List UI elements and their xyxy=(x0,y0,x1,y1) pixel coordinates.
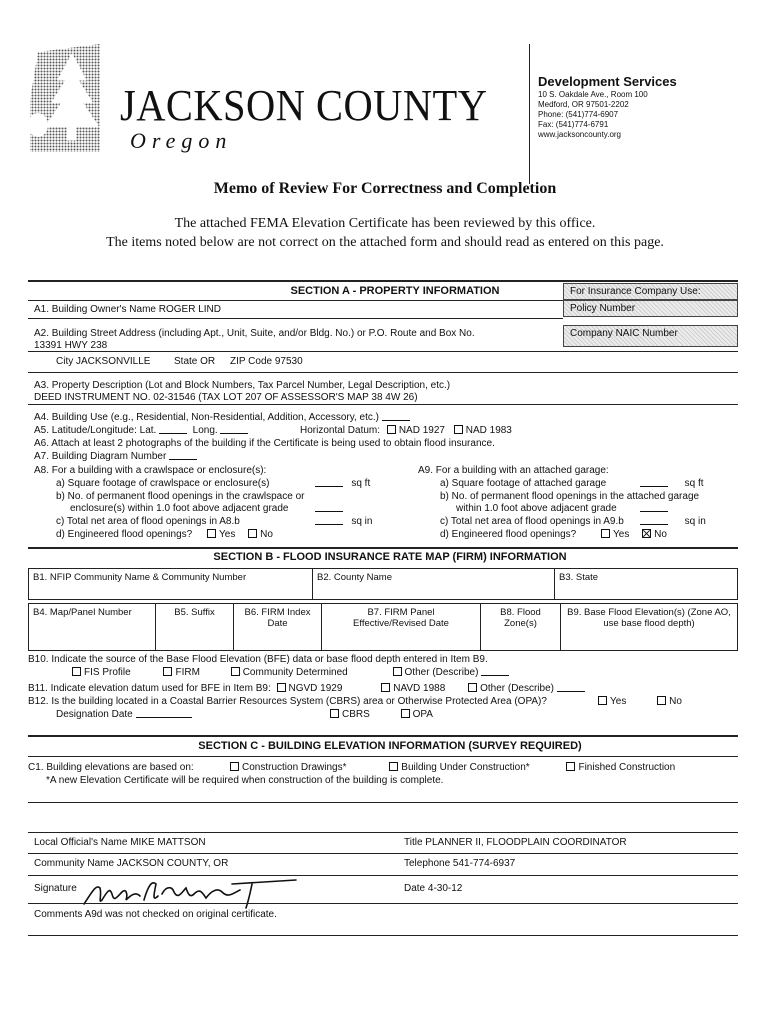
b10-other-label: Other (Describe) xyxy=(404,667,479,678)
a8c-unit: sq in xyxy=(351,516,373,527)
c1-note: *A new Elevation Certificate will be required when construction of the building is complete. xyxy=(46,775,444,786)
finished-construction-label: Finished Construction xyxy=(578,762,676,773)
section-b-title: SECTION B - FLOOD INSURANCE RATE MAP (FIRM) INFORMATION xyxy=(213,551,567,563)
a9b-blank[interactable] xyxy=(640,503,668,512)
dept-address-1: 10 S. Oakdale Ave., Room 100 xyxy=(538,90,648,99)
a3-description-value: DEED INSTRUMENT NO. 02-31546 (TAX LOT 207 OF ASSESSOR'S MAP 38 4W 26) xyxy=(34,392,418,403)
c1-label: C1. Building elevations are based on: xyxy=(28,762,194,773)
state-name: Oregon xyxy=(130,128,233,153)
a9c-field[interactable] xyxy=(640,516,706,527)
a8c-field[interactable] xyxy=(315,516,372,527)
signature-label: Signature xyxy=(34,883,77,894)
dept-name: Development Services xyxy=(538,74,677,89)
a7-label: A7. Building Diagram Number xyxy=(34,451,167,462)
community-determined-checkbox[interactable] xyxy=(231,667,240,676)
rule xyxy=(28,853,738,854)
firm-label: FIRM xyxy=(175,667,200,678)
b6-cell[interactable]: B6. FIRM Index Date xyxy=(233,603,322,651)
policy-number-field[interactable]: Policy Number xyxy=(563,300,738,317)
a8a-label: a) Square footage of crawlspace or enclosure(s) xyxy=(56,478,270,489)
community-name: Community Name JACKSON COUNTY, OR xyxy=(34,858,229,869)
community-determined-label: Community Determined xyxy=(242,667,348,678)
a8d-no-checkbox[interactable] xyxy=(248,529,257,538)
section-c-title: SECTION C - BUILDING ELEVATION INFORMATION (SURVEY REQUIRED) xyxy=(198,740,582,752)
rule xyxy=(28,404,738,405)
rule xyxy=(28,372,738,373)
b3-cell[interactable]: B3. State xyxy=(554,568,738,600)
b7-cell[interactable]: B7. FIRM Panel Effective/Revised Date xyxy=(321,603,481,651)
a5-lat-label: A5. Latitude/Longitude: Lat. xyxy=(34,425,157,436)
header-divider xyxy=(529,44,530,184)
telephone: Telephone 541-774-6937 xyxy=(404,858,516,869)
under-construction-checkbox[interactable] xyxy=(389,762,398,771)
b12-no-label: No xyxy=(669,696,682,707)
b10-label: B10. Indicate the source of the Base Flood Elevation (BFE) data or base flood depth entered in Item B9. xyxy=(28,654,488,665)
c1-options xyxy=(230,762,675,773)
b10-other-blank[interactable] xyxy=(481,667,509,676)
a5-long-blank[interactable] xyxy=(220,425,248,434)
b12-yes-label: Yes xyxy=(610,696,627,707)
a8a-unit: sq ft xyxy=(351,478,371,489)
a8-label: A8. For a building with a crawlspace or enclosure(s): xyxy=(34,465,267,476)
a7-blank[interactable] xyxy=(169,451,197,460)
designation-blank[interactable] xyxy=(136,709,192,718)
a1-owner-name: A1. Building Owner's Name ROGER LIND xyxy=(34,304,221,315)
b4-cell[interactable]: B4. Map/Panel Number xyxy=(28,603,156,651)
a4-blank[interactable] xyxy=(382,412,410,421)
opa-label: OPA xyxy=(412,709,433,720)
a4-building-use xyxy=(34,412,410,423)
rule xyxy=(28,318,563,319)
a2-address-label: A2. Building Street Address (including Apt., Unit, Suite, and/or Bldg. No.) or P.O. Route and Box No. xyxy=(34,328,475,339)
fis-profile-checkbox[interactable] xyxy=(72,667,81,676)
a8c-blank[interactable] xyxy=(315,516,343,525)
a8d-yes-checkbox[interactable] xyxy=(207,529,216,538)
official-name: Local Official's Name MIKE MATTSON xyxy=(34,837,206,848)
a5-lat-long xyxy=(34,425,248,436)
a8b-field[interactable] xyxy=(315,503,343,514)
a2-city: City JACKSONVILLE xyxy=(56,356,151,367)
rule xyxy=(28,832,738,833)
a8a-blank[interactable] xyxy=(315,478,343,487)
b11-other-blank[interactable] xyxy=(557,683,585,692)
fis-profile-label: FIS Profile xyxy=(84,667,131,678)
b8-cell[interactable]: B8. Flood Zone(s) xyxy=(480,603,561,651)
b11-row xyxy=(28,683,585,694)
a9a-field[interactable] xyxy=(640,478,704,489)
cbrs-label: CBRS xyxy=(342,709,370,720)
tree-icon xyxy=(28,40,103,152)
a9d-yes-label: Yes xyxy=(613,529,630,540)
cbrs-checkbox[interactable] xyxy=(330,709,339,718)
nad1983-checkbox[interactable] xyxy=(454,425,463,434)
b10-other-checkbox[interactable] xyxy=(393,667,402,676)
a9c-blank[interactable] xyxy=(640,516,668,525)
a9c-label: c) Total net area of flood openings in A9.b xyxy=(440,516,624,527)
ngvd-label: NGVD 1929 xyxy=(288,683,343,694)
a9d-row xyxy=(440,529,667,540)
a8b-label: b) No. of permanent flood openings in the crawlspace or xyxy=(56,491,305,502)
a5-long-label: Long. xyxy=(192,425,218,436)
rule xyxy=(28,903,738,904)
b11-label: B11. Indicate elevation datum used for BFE in Item B9: xyxy=(28,683,271,694)
a2-state: State OR xyxy=(174,356,216,367)
rule xyxy=(28,935,738,936)
a9d-no-checkbox-checked[interactable] xyxy=(642,529,651,538)
a8b2-label: enclosure(s) within 1.0 foot above adjacent grade xyxy=(70,503,289,514)
b12-cbrs-opa xyxy=(330,709,433,720)
a9d-label: d) Engineered flood openings? xyxy=(440,529,577,540)
rule xyxy=(28,300,563,301)
b12-yes-no xyxy=(598,696,682,707)
a8a-field[interactable] xyxy=(315,478,370,489)
a5-datum xyxy=(300,425,512,436)
a8b-blank[interactable] xyxy=(315,503,343,512)
a9a-label: a) Square footage of attached garage xyxy=(440,478,607,489)
ngvd-checkbox[interactable] xyxy=(277,683,286,692)
section-a-top-rule xyxy=(28,280,738,282)
a2-zip: ZIP Code 97530 xyxy=(230,356,303,367)
a9a-unit: sq ft xyxy=(684,478,704,489)
dept-address-2: Medford, OR 97501-2202 xyxy=(538,100,629,109)
navd-label: NAVD 1988 xyxy=(393,683,446,694)
rule xyxy=(28,756,738,757)
county-name: JACKSON COUNTY xyxy=(120,81,488,130)
memo-intro-2: The items noted below are not correct on the attached form and should read as entered on this page. xyxy=(106,235,664,250)
b5-cell[interactable]: B5. Suffix xyxy=(155,603,234,651)
a8c-label: c) Total net area of flood openings in A8.b xyxy=(56,516,240,527)
signature-scribble-icon xyxy=(82,874,302,914)
a9a-blank[interactable] xyxy=(640,478,668,487)
a8d-yes-label: Yes xyxy=(219,529,236,540)
opa-checkbox[interactable] xyxy=(401,709,410,718)
firm-checkbox[interactable] xyxy=(163,667,172,676)
a8d-label: d) Engineered flood openings? xyxy=(56,529,193,540)
a4-label: A4. Building Use (e.g., Residential, Non-Residential, Addition, Accessory, etc.) xyxy=(34,412,379,423)
b2-cell[interactable]: B2. County Name xyxy=(312,568,555,600)
a9b-label: b) No. of permanent flood openings in the attached garage xyxy=(440,491,700,502)
rule xyxy=(28,802,738,803)
b10-options xyxy=(72,667,509,678)
finished-construction-checkbox[interactable] xyxy=(566,762,575,771)
designation-label: Designation Date xyxy=(56,709,133,720)
a2-address-value: 13391 HWY 238 xyxy=(34,340,108,351)
a6-photographs: A6. Attach at least 2 photographs of the building if the Certificate is being used to obtain flood insurance. xyxy=(34,438,495,449)
dept-website[interactable]: www.jacksoncounty.org xyxy=(538,130,621,139)
a9d-yes-checkbox[interactable] xyxy=(601,529,610,538)
a9-label: A9. For a building with an attached garage: xyxy=(418,465,609,476)
dept-fax: Fax: (541)774-6791 xyxy=(538,120,609,129)
a8d-no-label: No xyxy=(260,529,273,540)
a9b-field[interactable] xyxy=(640,503,668,514)
a8d-row xyxy=(56,529,273,540)
a9b2-label: within 1.0 foot above adjacent grade xyxy=(456,503,617,514)
section-b-top-rule xyxy=(28,547,738,549)
a5-datum-label: Horizontal Datum: xyxy=(300,425,381,436)
official-title: Title PLANNER II, FLOODPLAIN COORDINATOR xyxy=(404,837,627,848)
b12-yes-checkbox[interactable] xyxy=(598,696,607,705)
a7-diagram xyxy=(34,451,197,462)
signature-date: Date 4-30-12 xyxy=(404,883,463,894)
b12-designation xyxy=(56,709,192,720)
county-logo xyxy=(28,40,103,152)
section-a-title: SECTION A - PROPERTY INFORMATION xyxy=(290,285,500,297)
rule xyxy=(28,351,738,352)
a9d-no-label: No xyxy=(654,529,667,540)
nad1927-label: NAD 1927 xyxy=(398,425,445,436)
a5-lat-blank[interactable] xyxy=(159,425,187,434)
b1-cell[interactable]: B1. NFIP Community Name & Community Number xyxy=(28,568,313,600)
b12-label: B12. Is the building located in a Coastal Barrier Resources System (CBRS) area or Otherwise Protected Area (OPA)? xyxy=(28,696,547,707)
insurance-use-label: For Insurance Company Use: xyxy=(563,283,738,300)
a3-description-label: A3. Property Description (Lot and Block Numbers, Tax Parcel Number, Legal Description, etc.) xyxy=(34,380,451,391)
b9-cell[interactable]: B9. Base Flood Elevation(s) (Zone AO, use base flood depth) xyxy=(560,603,738,651)
construction-drawings-label: Construction Drawings* xyxy=(242,762,347,773)
b11-other-checkbox[interactable] xyxy=(468,683,477,692)
memo-title: Memo of Review For Correctness and Completion xyxy=(213,180,557,197)
dept-phone: Phone: (541)774-6907 xyxy=(538,110,619,119)
section-c-top-rule xyxy=(28,735,738,737)
under-construction-label: Building Under Construction* xyxy=(401,762,530,773)
memo-intro-1: The attached FEMA Elevation Certificate has been reviewed by this office. xyxy=(174,216,596,231)
b12-no-checkbox[interactable] xyxy=(657,696,666,705)
navd-checkbox[interactable] xyxy=(381,683,390,692)
construction-drawings-checkbox[interactable] xyxy=(230,762,239,771)
nad1927-checkbox[interactable] xyxy=(387,425,396,434)
a9c-unit: sq in xyxy=(684,516,706,527)
nad1983-label: NAD 1983 xyxy=(465,425,512,436)
comments: Comments A9d was not checked on original certificate. xyxy=(34,909,277,920)
b11-other-label: Other (Describe) xyxy=(480,683,554,694)
naic-number-field[interactable]: Company NAIC Number xyxy=(563,325,738,347)
